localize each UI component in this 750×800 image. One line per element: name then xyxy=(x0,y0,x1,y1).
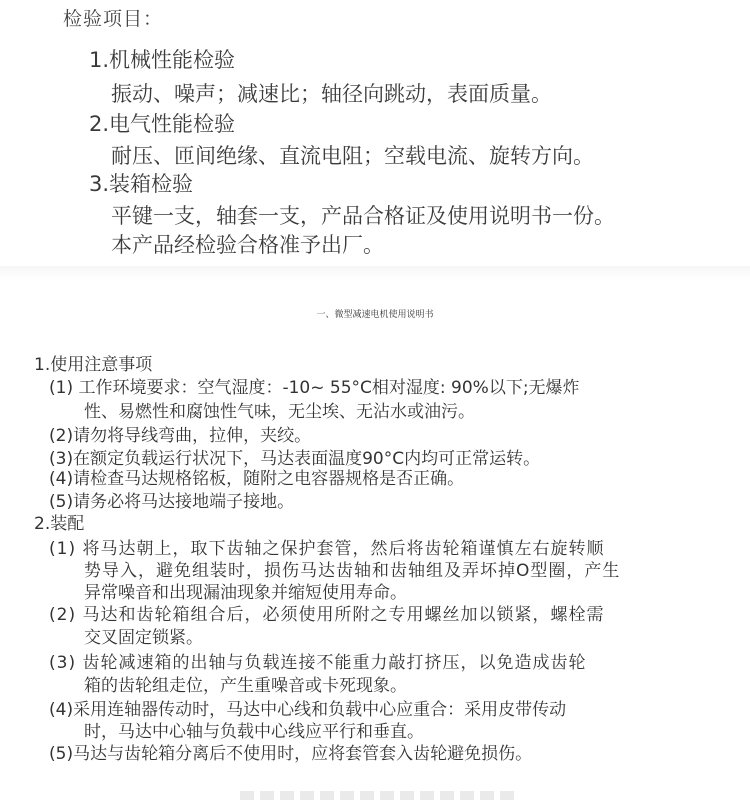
inspection-item-heading: 1.机械性能检验 xyxy=(89,48,236,72)
inspection-item-heading: 3.装箱检验 xyxy=(89,172,194,196)
manual-section-heading: 1.使用注意事项 xyxy=(34,355,153,375)
manual-title: 一、微型减速电机使用说明书 xyxy=(316,310,434,320)
inspection-conclusion: 本产品经检验合格准予出厂。 xyxy=(111,233,384,257)
manual-item-line: 交叉固定锁紧。 xyxy=(84,628,203,648)
manual-item-line: (1) 将马达朝上，取下齿轴之保护套管，然后将齿轮箱谨慎左右旋转顺 xyxy=(49,539,605,559)
manual-item-line: (5)请务必将马达接地端子接地。 xyxy=(49,492,295,512)
inspection-item-heading: 2.电气性能检验 xyxy=(89,112,236,136)
section-divider xyxy=(0,266,750,280)
cropped-next-heading xyxy=(240,791,520,800)
manual-item-line: (2)请勿将导线弯曲，拉伸，夹绞。 xyxy=(49,426,312,446)
inspection-item-body: 振动、噪声；减速比；轴径向跳动，表面质量。 xyxy=(111,82,552,106)
manual-item-line: 箱的齿轮组走位，产生重噪音或卡死现象。 xyxy=(84,676,407,696)
inspection-item-body: 耐压、匝间绝缘、直流电阻；空载电流、旋转方向。 xyxy=(111,144,594,168)
manual-section-heading: 2.装配 xyxy=(34,514,85,534)
inspection-title: 检验项目： xyxy=(63,8,164,30)
manual-item-line: (3)在额定负载运行状况下，马达表面温度90°C内均可正常运转。 xyxy=(49,449,541,469)
inspection-item-body: 平键一支，轴套一支，产品合格证及使用说明书一份。 xyxy=(111,204,615,228)
manual-item-line: 异常噪音和出现漏油现象并缩短使用寿命。 xyxy=(84,583,407,603)
manual-item-line: (4)采用连轴器传动时，马达中心线和负载中心应重合：采用皮带传动 xyxy=(49,700,567,720)
manual-item-line: 时，马达中心轴与负载中心线应平行和垂直。 xyxy=(84,722,424,742)
manual-item-line: 势导入，避免组装时，损伤马达齿轴和齿轴组及弄坏掉O型圈，产生 xyxy=(84,561,621,581)
manual-item-line: (4)请检查马达规格铭板，随附之电容器规格是否正确。 xyxy=(49,469,465,489)
manual-item-line: (1) 工作环境要求：空气湿度：-10~ 55°C相对湿度: 90%以下;无爆炸 xyxy=(49,378,580,398)
manual-item-line: (2) 马达和齿轮箱组合后，必须使用所附之专用螺丝加以锁紧，螺栓需 xyxy=(49,605,605,625)
manual-item-line: (5)马达与齿轮箱分离后不使用时，应将套管套入齿轮避免损伤。 xyxy=(49,744,533,764)
manual-item-line: 性、易燃性和腐蚀性气味，无尘埃、无沾水或油污。 xyxy=(84,402,475,422)
manual-item-line: (3) 齿轮减速箱的出轴与负载连接不能重力敲打挤压，以免造成齿轮 xyxy=(49,653,587,673)
